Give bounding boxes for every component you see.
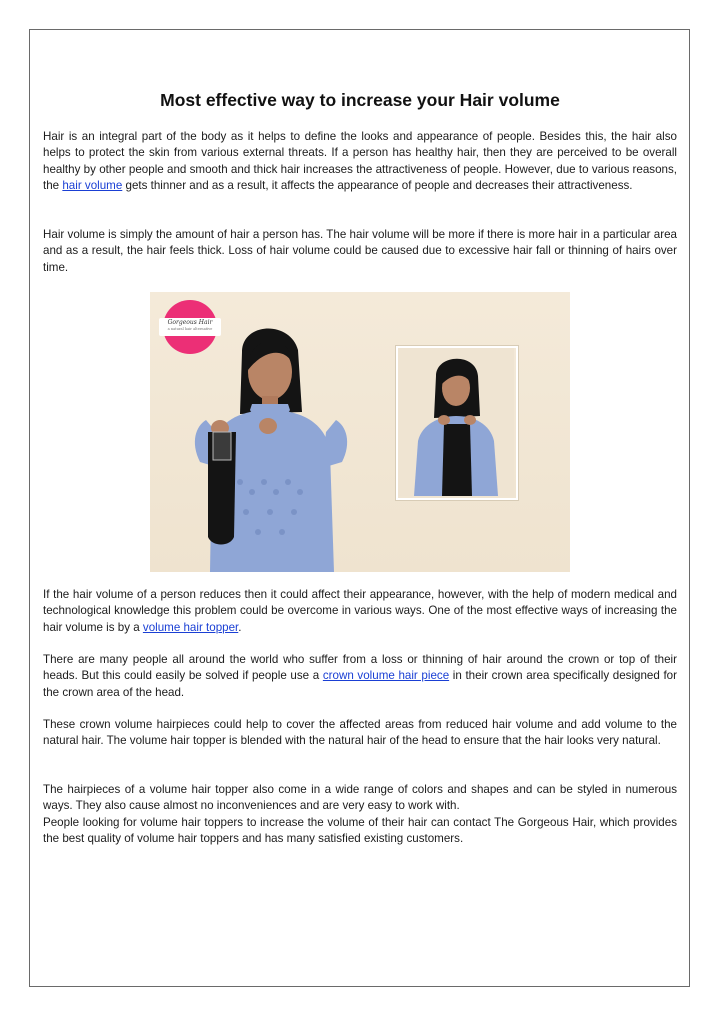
closing-paragraph	[43, 782, 677, 847]
hairpiece-benefits-paragraph: These crown volume hairpieces could help to cover the affected areas from reduced hair volume and add volume to the natural hair. The volume hair topper is blended with the natural hair of the head to ensure that the hair looks very natural.	[43, 718, 677, 748]
p3-text-before: If the hair volume of a person reduces then it could affect their appearance, however, with the help of modern medical and technological knowledge this problem could be overcome in various ways. One of the most effective ways of increasing the hair volume is by a	[43, 588, 677, 634]
p6-line-colors: The hairpieces of a volume hair topper also come in a wide range of colors and shapes and can be styled in numerous ways. They also cause almost no inconveniences and are very easy to work with.	[43, 783, 677, 813]
volume-hair-topper-link[interactable]: volume hair topper	[142, 620, 239, 634]
solution-paragraph	[43, 587, 677, 636]
brand-logo-text	[160, 318, 220, 332]
crown-volume-hair-piece-link[interactable]: crown volume hair piece	[322, 669, 450, 683]
crown-paragraph	[43, 652, 677, 701]
p1-text-before: Hair is an integral part of the body as it helps to define the looks and appearance of people. Besides this, the hair also helps to protect the skin from various external threats. If a person has healthy hair, then they are perceived to be overall healthy by other people and smooth and thick hair increases the attractiveness of people. However, due to various reasons, the	[43, 130, 677, 192]
p6-line-contact: People looking for volume hair toppers to increase the volume of their hair can contact The Gorgeous Hair, which provides the best quality of volume hair toppers and has many satisfied existing customers.	[43, 815, 677, 845]
p4-text-before: There are many people all around the world who suffer from a loss or thinning of hair around the crown or top of their heads. But this could easily be solved if people use a	[43, 653, 677, 683]
brand-logo-name: Gorgeous Hair	[167, 319, 213, 326]
hair-volume-link[interactable]: hair volume	[62, 178, 123, 192]
p4-text-after: in their crown area specifically designed for the crown area of the head.	[43, 669, 677, 699]
page-title: Most effective way to increase your Hair volume	[160, 90, 560, 110]
product-photo	[150, 292, 570, 572]
p3-text-after: .	[238, 620, 242, 634]
definition-paragraph: Hair volume is simply the amount of hair a person has. The hair volume will be more if there is more hair in a particular area and as a result, the hair feels thick. Loss of hair volume could be caused due to excessive hair fall or thinning of hairs over time.	[43, 228, 677, 274]
brand-logo-tagline: a natural hair alternative	[167, 327, 213, 331]
p1-text-after: gets thinner and as a result, it affects the appearance of people and decreases their attractiveness.	[122, 178, 633, 192]
inset-photo-frame	[396, 346, 518, 500]
intro-paragraph	[43, 129, 677, 194]
